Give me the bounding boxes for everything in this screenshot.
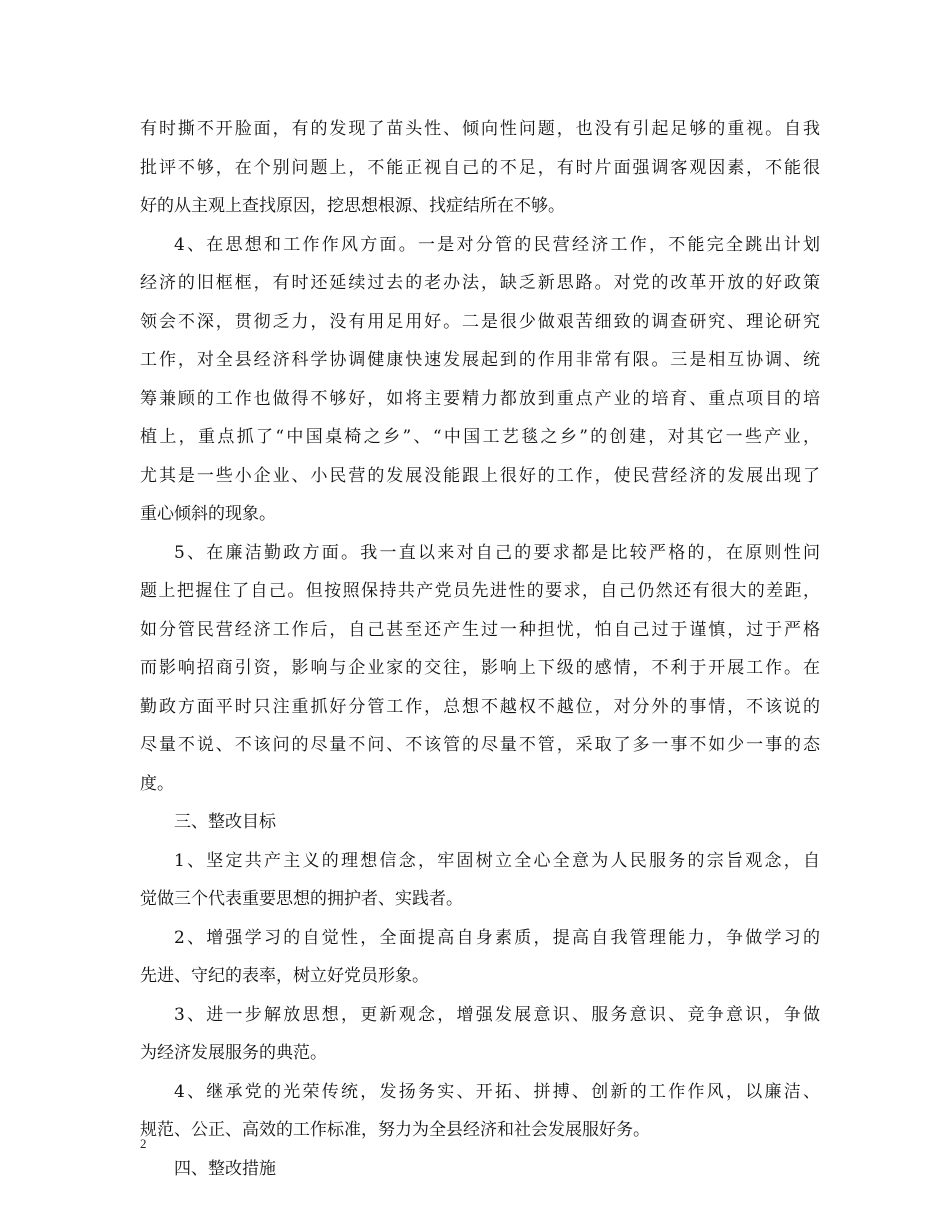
text-line: 而影响招商引资，影响与企业家的交往，影响上下级的感情，不利于开展工作。在 (140, 658, 820, 678)
text-line: 植上，重点抓了“中国桌椅之乡”、“中国工艺毯之乡”的创建，对其它一些产业， (140, 427, 820, 447)
paragraph-start-line: 1、坚定共产主义的理想信念，牢固树立全心全意为人民服务的宗旨观念，自 (174, 850, 820, 871)
text-line: 先进、守纪的表率，树立好党员形象。 (140, 966, 429, 986)
paragraph-start-line: 5、在廉洁勤政方面。我一直以来对自己的要求都是比较严格的，在原则性问 (174, 542, 820, 563)
text-line: 尤其是一些小企业、小民营的发展没能跟上很好的工作，使民营经济的发展出现了 (140, 465, 820, 486)
document-body (140, 110, 820, 1188)
paragraph-start-line: 3、进一步解放思想，更新观念，增强发展意识、服务意识、竞争意识，争做 (174, 1004, 820, 1025)
text-line: 如分管民营经济工作后，自己甚至还产生过一种担忧，怕自己过于谨慎，过于严格 (140, 619, 820, 640)
text-line: 有时撕不开脸面，有的发现了苗头性、倾向性问题，也没有引起足够的重视。自我 (140, 119, 820, 139)
text-line: 尽量不说、不该问的尽量不问、不该管的尽量不管，采取了多一事不如少一事的态 (140, 735, 820, 755)
section-heading: 四、整改措施 (174, 1158, 276, 1179)
paragraph-start-line: 4、继承党的光荣传统，发扬务实、开拓、拼搏、创新的工作作风，以廉洁、 (174, 1081, 820, 1102)
text-line: 为经济发展服务的典范。 (140, 1043, 327, 1063)
page-number: 2 (140, 1136, 147, 1151)
text-line: 经济的旧框框，有时还延续过去的老办法，缺乏新思路。对党的改革开放的好政策 (140, 273, 820, 293)
text-line: 勤政方面平时只注重抓好分管工作，总想不越权不越位，对分外的事情，不该说的 (140, 696, 820, 717)
text-line: 度。 (140, 773, 174, 794)
text-line: 批评不够，在个别问题上，不能正视自己的不足，有时片面强调客观因素，不能很 (140, 157, 820, 178)
text-line: 规范、公正、高效的工作标准，努力为全县经济和社会发展服好务。 (140, 1120, 650, 1140)
paragraph-start-line: 2、增强学习的自觉性，全面提高自身素质，提高自我管理能力，争做学习的 (174, 927, 820, 948)
text-line: 领会不深，贯彻乏力，没有用足用好。二是很少做艰苦细致的调查研究、理论研究 (140, 311, 820, 332)
paragraph-start-line: 4、在思想和工作作风方面。一是对分管的民营经济工作，不能完全跳出计划 (174, 234, 820, 255)
text-line: 工作，对全县经济科学协调健康快速发展起到的作用非常有限。三是相互协调、统 (140, 350, 820, 370)
text-line: 筹兼顾的工作也做得不够好，如将主要精力都放到重点产业的培育、重点项目的培 (140, 388, 820, 409)
text-line: 好的从主观上查找原因，挖思想根源、找症结所在不够。 (140, 196, 565, 216)
section-heading: 三、整改目标 (174, 812, 276, 832)
text-line: 题上把握住了自己。但按照保持共产党员先进性的要求，自己仍然还有很大的差距， (140, 581, 820, 601)
text-line: 重心倾斜的现象。 (140, 504, 276, 524)
text-line: 觉做三个代表重要思想的拥护者、实践者。 (140, 889, 463, 909)
